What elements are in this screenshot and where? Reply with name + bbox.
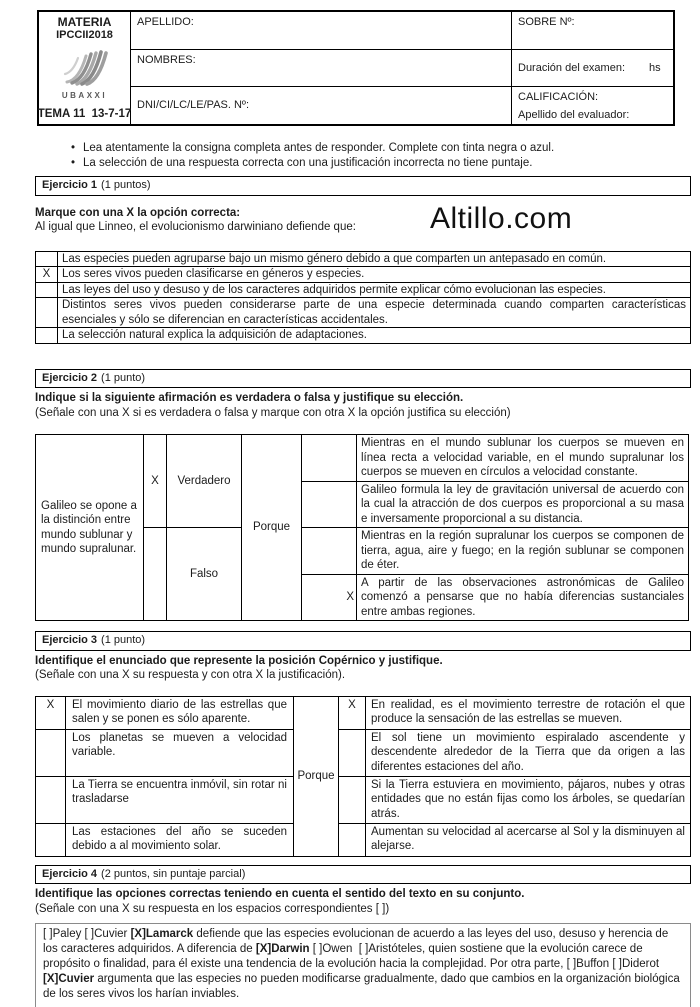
ej1-option-3-markbox[interactable]: [36, 282, 58, 298]
ejercicio4-heading: Identifique las opciones correctas teniendo en cuenta el sentido del texto en su conjunto.: [35, 888, 525, 900]
ej2-justification-1-markbox[interactable]: [302, 435, 357, 482]
table-row: [36, 435, 689, 482]
ej2-false-markbox[interactable]: [144, 528, 167, 621]
bullet-icon: •: [70, 156, 76, 169]
ej3-statement-2-markbox[interactable]: [36, 729, 66, 776]
ej3-justification-4-markbox[interactable]: [339, 823, 366, 856]
tema-label: TEMA 11 13-7-17: [37, 107, 132, 120]
ej3-justification-3-markbox[interactable]: [339, 776, 366, 823]
ej3-statement-4-markbox[interactable]: [36, 823, 66, 856]
ubaxxi-logo-icon: [59, 46, 111, 103]
ejercicio4-paragraph[interactable]: [35, 923, 691, 1007]
ejercicio3-bar: [35, 631, 691, 651]
exam-header-table: [37, 10, 675, 126]
ejercicio2-points: (1 punto): [101, 371, 146, 384]
paragraph-segment-marked: [X]Lamarck: [130, 928, 194, 940]
instructions: [63, 141, 691, 170]
ejercicio3-table: [35, 696, 691, 857]
duracion-unit: hs: [649, 61, 661, 74]
ubaxxi-logo-text: UBAXXI: [61, 90, 108, 100]
ej3-statement-4-text: Las estaciones del año se suceden debido a al movimiento solar.: [66, 823, 294, 856]
table-row: [36, 696, 691, 729]
ej2-true-label: Verdadero: [167, 435, 242, 528]
evaluador-label: Apellido del evaluador:: [518, 108, 630, 121]
ej2-justification-1-text: Mientras en el mundo sublunar los cuerpos se mueven en línea recta a velocidad variable, en el mundo supralunar los cuerpos se mueven en círculos a velocidad constante.: [357, 435, 689, 482]
ej2-statement: Galileo se opone a la distinción entre mundo sublunar y mundo supralunar.: [36, 435, 144, 621]
ej1-option-5-text: La selección natural explica la adquisición de adaptaciones.: [58, 328, 691, 344]
ejercicio3-heading: Identifique el enunciado que represente la posición Copérnico y justifique.: [35, 654, 443, 667]
dni-label: DNI/CI/LC/LE/PAS. Nº:: [137, 99, 250, 112]
porque-label: Porque: [242, 435, 302, 621]
table-row: [36, 776, 691, 823]
instruction-text-1: Lea atentamente la consigna completa antes de responder. Complete con tinta negra o azul.: [83, 142, 555, 154]
paragraph-segment: [ ]Paley [ ]Cuvier: [43, 928, 131, 940]
ej2-justification-4-text: A partir de las observaciones astronómicas de Galileo comenzó a pensarse que no había diferencias sustanciales entre ambas regiones.: [357, 574, 689, 621]
ejercicio1-heading: Marque con una X la opción correcta:: [35, 206, 241, 219]
ej3-justification-1-markbox[interactable]: X: [339, 696, 366, 729]
table-row: [36, 729, 691, 776]
ej3-statement-1-text: El movimiento diario de las estrellas que salen y se ponen es sólo aparente.: [66, 696, 294, 729]
ejercicio4-note: (Señale con una X su respuesta en los espacios correspondientes [ ]): [35, 902, 390, 915]
ej3-justification-1-text: En realidad, es el movimiento terrestre de rotación el que produce la sensación de las estrellas se mueven.: [366, 696, 691, 729]
ejercicio1-options-table: [35, 251, 691, 344]
calificacion-field[interactable]: [511, 87, 673, 124]
sobre-label: SOBRE Nº:: [518, 16, 575, 28]
ejercicio1-question: Al igual que Linneo, el evolucionismo darwiniano defiende que:: [35, 221, 356, 233]
ej3-statement-2-text: Los planetas se mueven a velocidad variable.: [66, 729, 294, 776]
header-left-cell: [39, 12, 131, 124]
ej2-justification-2-markbox[interactable]: [302, 481, 357, 528]
ej3-statement-3-text: La Tierra se encuentra inmóvil, sin rotar ni trasladarse: [66, 776, 294, 823]
ejercicio4-title: Ejercicio 4: [42, 867, 98, 880]
duracion-label: Duración del examen:: [518, 61, 626, 74]
materia-label: MATERIA: [57, 15, 112, 29]
ejercicio2-bar: [35, 369, 691, 389]
calificacion-label: CALIFICACIÓN:: [518, 91, 599, 103]
table-row: [36, 823, 691, 856]
ej2-true-markbox[interactable]: X: [144, 435, 167, 528]
ejercicio3-title: Ejercicio 3: [42, 634, 98, 646]
ejercicio2-table: [35, 434, 689, 621]
paragraph-segment-marked: [X]Darwin: [255, 943, 310, 955]
ej2-justification-2-text: Galileo formula la ley de gravitación universal de acuerdo con la cual la atracción de dos cuerpos es proporcional a su masa e inversamente proporcional a su distancia.: [357, 481, 689, 528]
materia-code: IPCCII2018: [56, 29, 113, 41]
sobre-field[interactable]: [511, 12, 673, 50]
table-row: [36, 282, 691, 298]
ej3-justification-2-markbox[interactable]: [339, 729, 366, 776]
ejercicio1-headings: [35, 201, 691, 235]
table-row: [36, 267, 691, 283]
ejercicio3-points: (1 punto): [101, 634, 146, 646]
ejercicio1-bar: [35, 176, 691, 196]
instruction-line: [63, 156, 691, 171]
ej2-justification-4-markbox[interactable]: X: [302, 574, 357, 621]
ejercicio4-points: (2 puntos, sin puntaje parcial): [101, 867, 246, 880]
ejercicio3-note: (Señale con una X su respuesta y con otra X la justificación).: [35, 669, 346, 681]
table-row: [36, 298, 691, 328]
ej1-option-3-text: Las leyes del uso y desuso y de los caracteres adquiridos permite explicar cómo evolucionan las especies.: [58, 282, 691, 298]
paragraph-segment: defiende que las especies evolucionan de acuerdo a las leyes del uso, desuso y herencia de los caracteres adquiridos. A diferencia de: [43, 928, 672, 955]
paragraph-segment-marked: [X]Cuvier: [43, 973, 95, 985]
apellido-label: APELLIDO:: [137, 16, 194, 28]
ejercicio1-points: (1 puntos): [101, 179, 151, 191]
paragraph-segment: [ ]Owen [ ]Aristóteles, quien sostiene que la evolución carece de propósito o finalidad, para él existe una tendencia de la evolución hacia la complejidad. Por otra parte, [ ]Buffon [ ]Diderot: [43, 943, 663, 970]
ej2-justification-3-markbox[interactable]: [302, 528, 357, 575]
ej1-option-5-markbox[interactable]: [36, 328, 58, 344]
ejercicio2-title: Ejercicio 2: [42, 371, 98, 384]
watermark-text: Altillo.com: [430, 201, 573, 235]
instruction-text-2: La selección de una respuesta correcta con una justificación incorrecta no tiene puntaje.: [83, 156, 533, 169]
ejercicio2-note: (Señale con una X si es verdadera o falsa y marque con otra X la opción justifica su elección): [35, 406, 511, 419]
ej3-justification-4-text: Aumentan su velocidad al acercarse al Sol y la disminuyen al alejarse.: [366, 823, 691, 856]
ej3-justification-3-text: Si la Tierra estuviera en movimiento, pájaros, nubes y otras entidades que no están fijas como los árboles, se quedarían atrás.: [366, 776, 691, 823]
nombres-field[interactable]: [131, 50, 511, 87]
instruction-line: [63, 141, 691, 156]
dni-field[interactable]: [131, 87, 511, 124]
table-row: [36, 328, 691, 344]
ej1-option-1-markbox[interactable]: [36, 251, 58, 267]
ejercicio4-bar: [35, 865, 691, 885]
ej3-statement-3-markbox[interactable]: [36, 776, 66, 823]
duracion-field[interactable]: [511, 50, 673, 87]
ej2-justification-3-text: Mientras en la región supralunar los cuerpos se componen de tierra, agua, aire y fuego; en la región sublunar se componen de éter.: [357, 528, 689, 575]
apellido-field[interactable]: [131, 12, 511, 50]
nombres-label: NOMBRES:: [137, 54, 196, 66]
ej3-justification-2-text: El sol tiene un movimiento espiralado ascendente y descendente alrededor de la Tierra que da origen a las diferentes estaciones del año.: [366, 729, 691, 776]
bullet-icon: •: [70, 142, 76, 154]
ej1-option-4-markbox[interactable]: [36, 298, 58, 328]
ej1-option-4-text: Distintos seres vivos pueden considerarse parte de una especie determinada cuando comparten características esenciales y sólo se diferencian en características accidentales.: [58, 298, 691, 328]
table-row: [36, 251, 691, 267]
ejercicio2-heading: Indique si la siguiente afirmación es verdadera o falsa y justifique su elección.: [35, 392, 464, 404]
ej1-option-1-text: Las especies pueden agruparse bajo un mismo género debido a que comparten un antepasado en común.: [58, 251, 691, 267]
ej3-statement-1-markbox[interactable]: X: [36, 696, 66, 729]
ej1-option-2-text: Los seres vivos pueden clasificarse en géneros y especies.: [58, 267, 691, 283]
ejercicio1-title: Ejercicio 1: [42, 179, 98, 191]
ej2-false-label: Falso: [167, 528, 242, 621]
paragraph-segment: argumenta que las especies no pueden modificarse gradualmente, dado que cambios en la organización biológica de los seres vivos los harían inviables.: [43, 973, 683, 1000]
porque-label: Porque: [294, 696, 339, 856]
ej1-option-2-markbox[interactable]: X: [36, 267, 58, 283]
